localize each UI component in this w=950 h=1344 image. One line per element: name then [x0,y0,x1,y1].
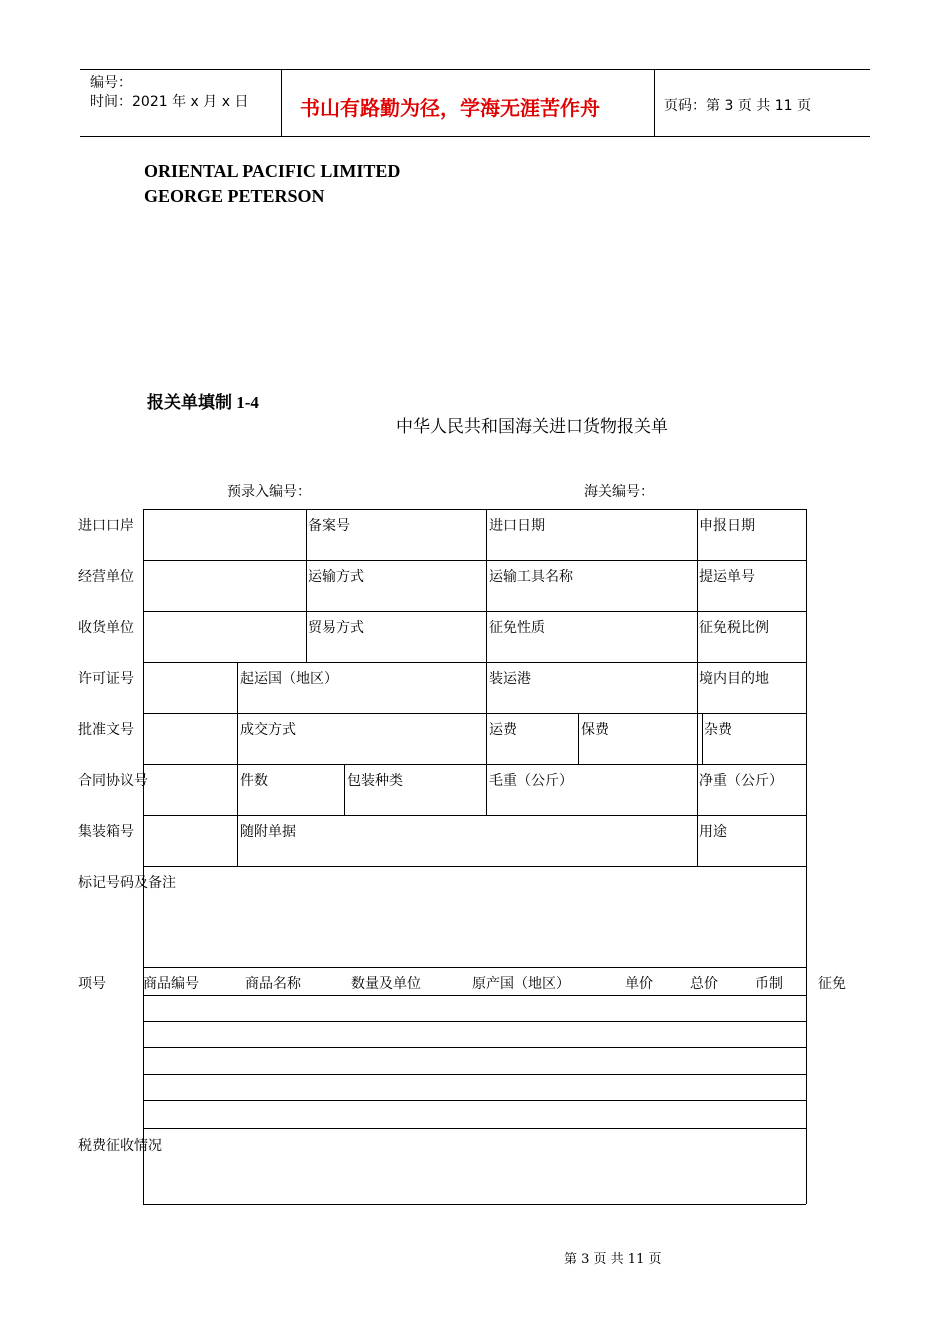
footer-page-number: 第 3 页 共 11 页 [564,1252,662,1267]
label-declare-date: 申报日期 [699,518,755,534]
header-page-info: 页码：第 3 页 共 11 页 [664,98,811,114]
label-contract-no: 合同协议号 [78,773,148,789]
header-motto: 书山有路勤为径，学海无涯苦作舟 [300,96,600,120]
label-transport-mode: 运输方式 [308,569,364,585]
customs-number-label: 海关编号： [584,484,654,500]
grid-line [143,560,806,561]
company-name: ORIENTAL PACIFIC LIMITED [144,161,401,181]
label-trade-mode: 贸易方式 [308,620,364,636]
col-item-no: 项号 [78,976,106,992]
col-origin-country: 原产国（地区） [472,976,570,992]
label-transaction-mode: 成交方式 [240,722,296,738]
col-quantity-unit: 数量及单位 [351,976,421,992]
label-consignee: 收货单位 [78,620,134,636]
col-exemption: 征免 [818,976,846,992]
label-insurance: 保费 [581,722,609,738]
form-title: 中华人民共和国海关进口货物报关单 [396,417,668,437]
label-misc-fees: 杂费 [704,722,732,738]
label-package-count: 件数 [240,773,268,789]
grid-line [806,509,807,1204]
label-origin-country: 起运国（地区） [240,671,338,687]
label-vehicle-name: 运输工具名称 [489,569,573,585]
header-number-label: 编号： [90,75,132,91]
grid-line [143,1047,806,1048]
grid-line [578,713,579,764]
label-approval-no: 批准文号 [78,722,134,738]
grid-line [143,1204,806,1205]
grid-line [143,611,806,612]
grid-line [143,967,806,968]
grid-line [306,509,307,662]
grid-line [237,662,238,866]
label-bill-of-lading: 提运单号 [699,569,755,585]
grid-line [143,509,806,510]
grid-line [143,662,806,663]
label-import-date: 进口日期 [489,518,545,534]
label-domestic-destination: 境内目的地 [699,671,769,687]
contact-name: GEORGE PETERSON [144,186,325,206]
pre-entry-number-label: 预录入编号： [227,484,311,500]
label-gross-weight: 毛重（公斤） [489,773,573,789]
header-time-label: 时间：2021 年 x 月 x 日 [90,94,249,110]
label-usage: 用途 [699,824,727,840]
grid-line [143,815,806,816]
grid-line [697,764,698,815]
grid-line [143,1021,806,1022]
header-top-rule [80,69,870,70]
label-attached-docs: 随附单据 [240,824,296,840]
grid-line [143,995,806,996]
col-unit-price: 单价 [625,976,653,992]
label-package-type: 包装种类 [347,773,403,789]
grid-line [143,866,806,867]
header-divider-2 [654,69,655,136]
grid-line [143,764,806,765]
grid-line [702,713,703,764]
col-commodity-name: 商品名称 [245,976,301,992]
grid-line [143,1128,806,1129]
label-loading-port: 装运港 [489,671,531,687]
grid-line [697,509,698,764]
section-title: 报关单填制 1-4 [147,393,259,412]
col-currency: 币制 [755,976,783,992]
header-bottom-rule [80,136,870,137]
col-total-price: 总价 [690,976,718,992]
grid-line [143,1074,806,1075]
label-import-port: 进口口岸 [78,518,134,534]
label-exemption-ratio: 征免税比例 [699,620,769,636]
grid-line [697,815,698,866]
label-tax-collection: 税费征收情况 [78,1138,162,1154]
label-operating-unit: 经营单位 [78,569,134,585]
label-exemption-nature: 征免性质 [489,620,545,636]
label-net-weight: 净重（公斤） [699,773,783,789]
label-container-no: 集装箱号 [78,824,134,840]
col-commodity-code: 商品编号 [143,976,199,992]
label-record-no: 备案号 [308,518,350,534]
grid-line [143,713,806,714]
label-freight: 运费 [489,722,517,738]
grid-line [344,764,345,815]
grid-line [143,509,144,1204]
label-license-no: 许可证号 [78,671,134,687]
grid-line [143,1100,806,1101]
grid-line [486,509,487,815]
label-marks-remarks: 标记号码及备注 [78,875,176,891]
header-divider-1 [281,69,282,136]
